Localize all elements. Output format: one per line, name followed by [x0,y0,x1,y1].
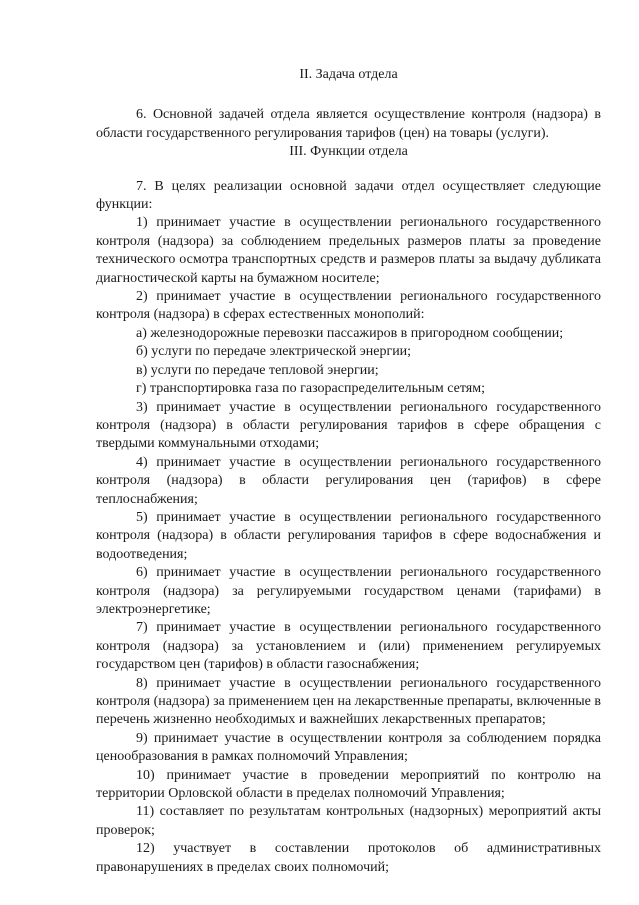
function-item-5: 5) принимает участие в осуществлении регионального государственного контроля (надзора) в области регулирования тарифов в сфере водоснабжения и водоотведения; [96,509,601,562]
function-item-12: 12) участвует в составлении протоколов об административных правонарушениях в пределах своих полномочий; [96,841,601,875]
function-item-11: 11) составляет по результатам контрольных (надзорных) мероприятий акты проверок; [96,804,601,838]
paragraph-7: 7. В целях реализации основной задачи отдел осуществляет следующие функции: [96,178,601,213]
subitem-g: г) транспортировка газа по газораспределительным сетям; [136,381,485,397]
function-item-7: 7) принимает участие в осуществлении регионального государственного контроля (надзора) за установлением и (или) применением регулируемых государством цен (тарифов) в области газоснабжения; [96,620,601,673]
document-body [96,66,601,877]
function-item-8: 8) принимает участие в осуществлении регионального государственного контроля (надзора) за применением цен на лекарственные препараты, включенные в перечень жизненно необходимых и важнейших лекарственных препаратов; [96,675,601,728]
function-item-6: 6) принимает участие в осуществлении регионального государственного контроля (надзора) за регулируемыми государством ценами (тарифами) в электроэнергетике; [96,565,601,617]
function-item-1: 1) принимает участие в осуществлении регионального государственного контроля (надзора) за соблюдением предельных размеров платы за проведение технического осмотра транспортных средств и размеров платы за выдачу дубликата диагностической карты на бумажном носителе; [96,215,601,286]
function-item-3: 3) принимает участие в осуществлении регионального государственного контроля (надзора) в области регулирования тарифов в сфере обращения с твердыми коммунальными отходами; [96,399,601,452]
function-item-4: 4) принимает участие в осуществлении регионального государственного контроля (надзора) в области регулирования цен (тарифов) в сфере теплоснабжения; [96,454,601,507]
function-item-9: 9) принимает участие в осуществлении контроля за соблюдением порядка ценообразования в рамках полномочий Управления; [96,730,601,765]
subitem-a: а) железнодорожные перевозки пассажиров в пригородном сообщении; [136,325,564,341]
section-title-task: II. Задача отдела [299,67,398,82]
section-title-functions: III. Функции отдела [289,144,408,160]
function-item-10: 10) принимает участие в проведении мероприятий по контролю на территории Орловской области в пределах полномочий Управления; [96,767,601,802]
function-item-2: 2) принимает участие в осуществлении регионального государственного контроля (надзора) в сферах естественных монополий: [96,289,601,323]
paragraph-6: 6. Основной задачей отдела является осуществление контроля (надзора) в области государственного регулирования тарифов (цен) на товары (услуги). [96,107,601,141]
subitem-v: в) услуги по передаче тепловой энергии; [136,362,379,378]
subitem-b: б) услуги по передаче электрической энергии; [136,344,412,360]
